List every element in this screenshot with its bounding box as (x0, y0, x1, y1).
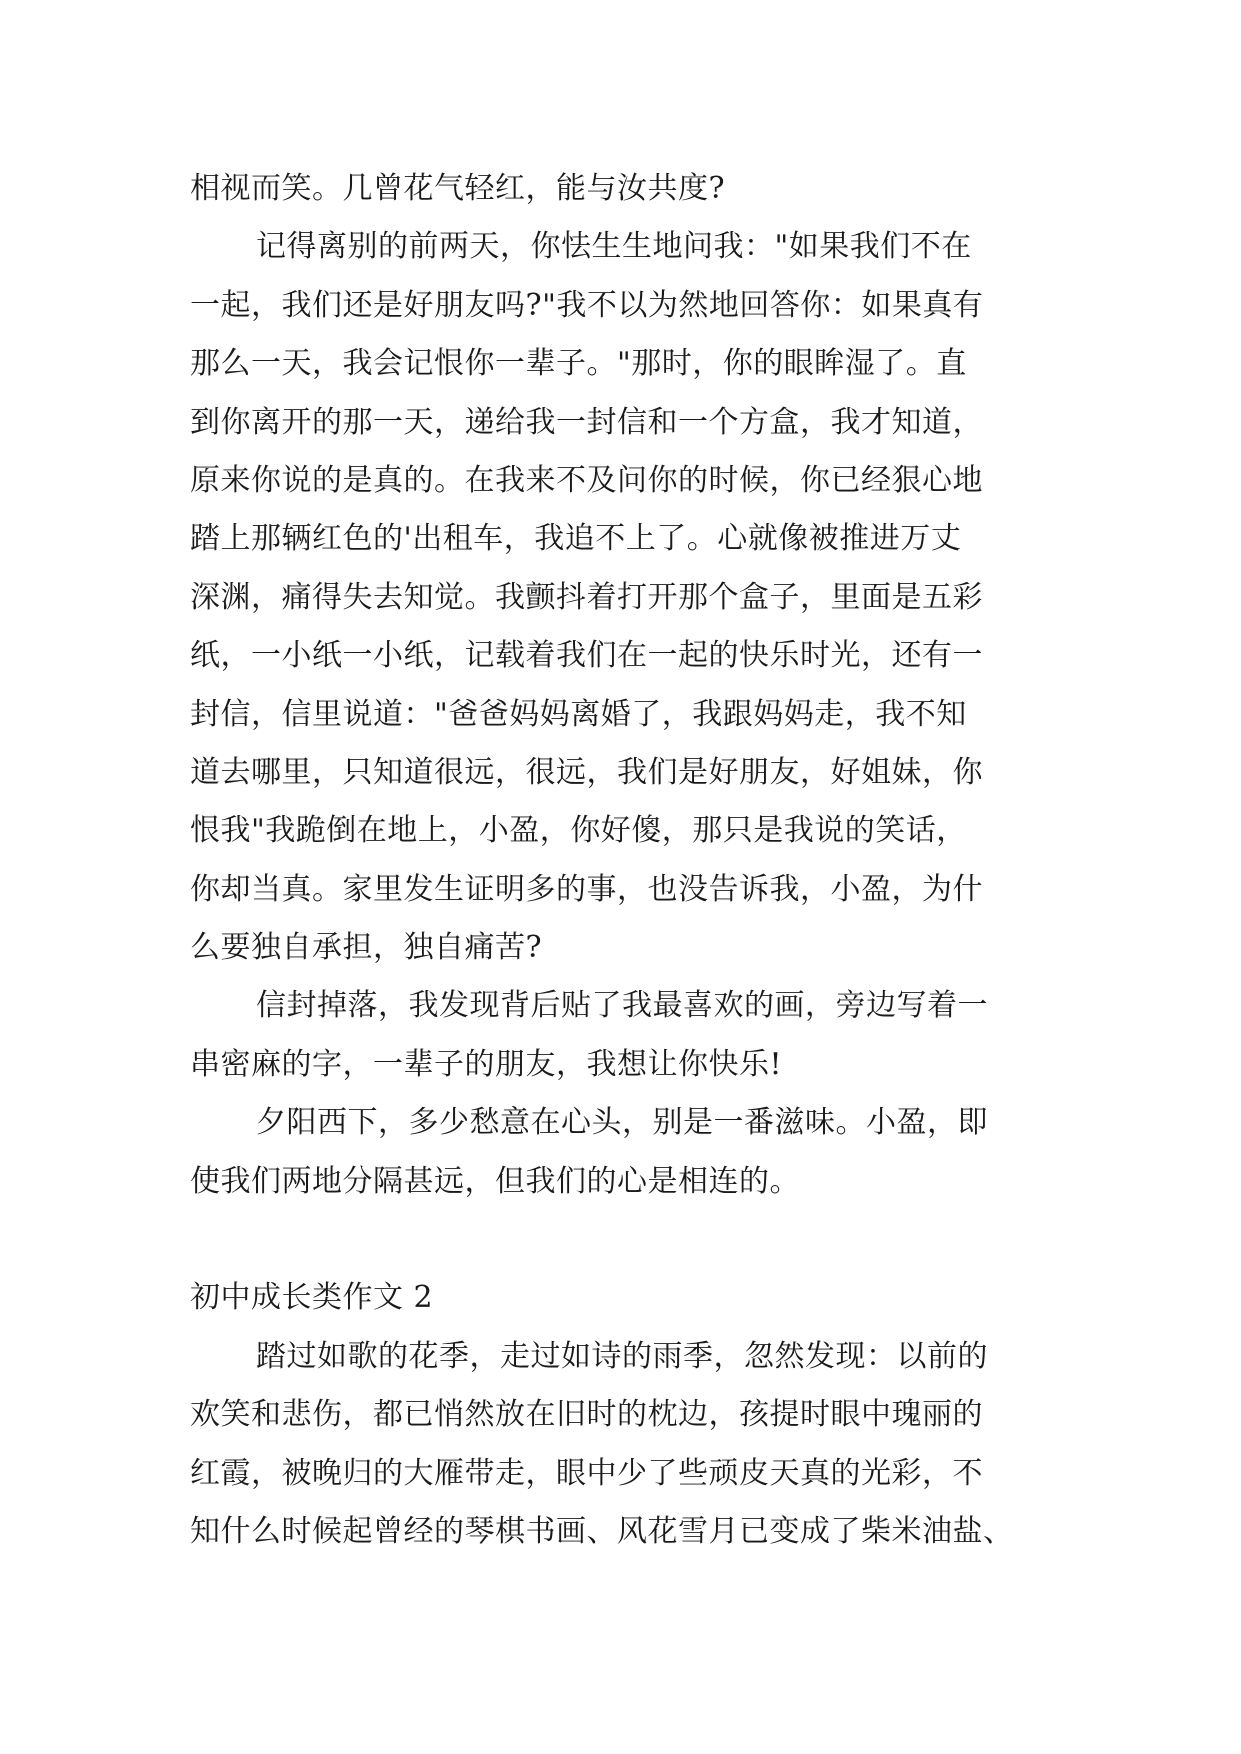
section-heading: 初中成长类作文 2 (190, 1280, 434, 1316)
text-line: 你却当真。家里发生证明多的事，也没告诉我，小盈，为什 (190, 871, 983, 907)
text-line: 原来你说的是真的。在我来不及问你的时候，你已经狠心地 (190, 462, 983, 498)
text-line: 么要独自承担，独自痛苦? (190, 930, 543, 966)
section-spacer (190, 1211, 1050, 1269)
text-line: 使我们两地分隔甚远，但我们的心是相连的。 (190, 1163, 800, 1199)
text-line: 纸，一小纸一小纸，记载着我们在一起的快乐时光，还有一 (190, 638, 983, 674)
text-line: 到你离开的那一天，递给我一封信和一个方盒，我才知道， (190, 404, 983, 440)
text-line: 深渊，痛得失去知觉。我颤抖着打开那个盒子，里面是五彩 (190, 579, 983, 615)
text-line: 红霞，被晚归的大雁带走，眼中少了些顽皮天真的光彩，不 (190, 1455, 983, 1491)
document-body (190, 160, 1050, 1561)
text-line: 恨我"我跪倒在地上，小盈，你好傻，那只是我说的笑话， (190, 813, 967, 849)
paragraph-start-line: 记得离别的前两天，你怯生生地问我："如果我们不在 (256, 229, 972, 265)
paragraph-start-line: 踏过如歌的花季，走过如诗的雨季，忽然发现：以前的 (256, 1338, 988, 1374)
text-line: 相视而笑。几曾花气轻红，能与汝共度? (190, 171, 726, 206)
paragraph-start-line: 夕阳西下，多少愁意在心头，别是一番滋味。小盈，即 (256, 1105, 988, 1141)
text-line: 串密麻的字，一辈子的朋友，我想让你快乐! (190, 1046, 783, 1082)
text-line: 那么一天，我会记恨你一辈子。"那时，你的眼眸湿了。直 (190, 346, 967, 382)
paragraph-start-line: 信封掉落，我发现背后贴了我最喜欢的画，旁边写着一 (256, 988, 988, 1024)
text-line: 道去哪里，只知道很远，很远，我们是好朋友，好姐妹，你 (190, 754, 983, 790)
text-line: 封信，信里说道："爸爸妈妈离婚了，我跟妈妈走，我不知 (190, 696, 967, 732)
text-line: 欢笑和悲伤，都已悄然放在旧时的枕边，孩提时眼中瑰丽的 (190, 1397, 983, 1433)
text-line: 知什么时候起曾经的琴棋书画、风花雪月已变成了柴米油盐、 (190, 1513, 1014, 1549)
text-line: 一起，我们还是好朋友吗?"我不以为然地回答你：如果真有 (190, 287, 984, 323)
text-line: 踏上那辆红色的'出租车，我追不上了。心就像被推进万丈 (190, 521, 962, 557)
